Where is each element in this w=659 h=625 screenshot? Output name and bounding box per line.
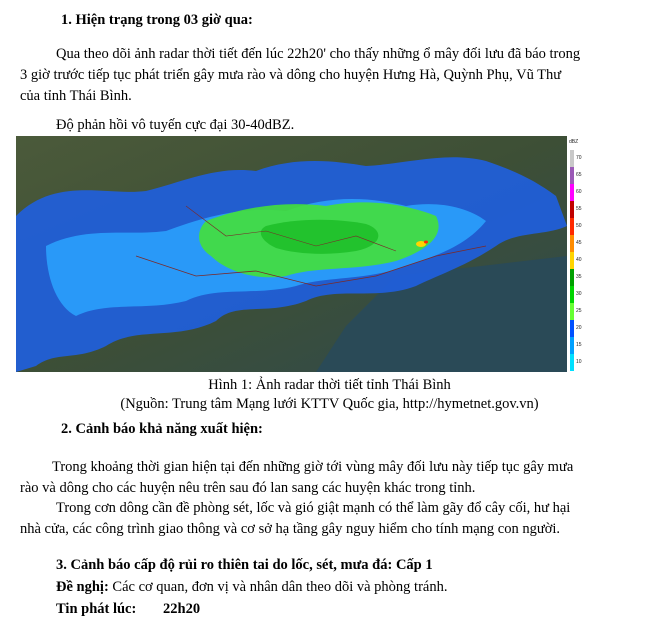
legend-swatch bbox=[570, 218, 574, 235]
section2-para1-line-1: Trong khoảng thời gian hiện tại đến những giờ tới vùng mây đối lưu này tiếp tục gây mưa bbox=[52, 459, 574, 475]
section2-heading: 2. Cảnh báo khả năng xuất hiện: bbox=[61, 421, 263, 437]
section2-para2-line-2: nhà cửa, các công trình giao thông và cơ sở hạ tầng gây nguy hiểm cho tính mạng con người. bbox=[20, 521, 561, 537]
radar-echo-red bbox=[424, 241, 428, 244]
legend-label: 20 bbox=[576, 325, 582, 331]
radar-map bbox=[16, 136, 567, 372]
recommendation-line bbox=[56, 579, 447, 596]
legend-swatch bbox=[570, 269, 574, 286]
section2-para1-line-2: rào và dông cho các huyện nêu trên sau đó lan sang các huyện khác trong tỉnh. bbox=[20, 480, 476, 496]
legend-swatch bbox=[570, 320, 574, 337]
issued-label: Tin phát lúc: bbox=[56, 601, 137, 617]
section1-para-line-3: của tỉnh Thái Bình. bbox=[20, 88, 132, 104]
legend-swatch bbox=[570, 303, 574, 320]
legend-swatch bbox=[570, 286, 574, 303]
legend-label: 60 bbox=[576, 189, 582, 195]
section1-heading: 1. Hiện trạng trong 03 giờ qua: bbox=[61, 12, 253, 28]
legend-label: 70 bbox=[576, 155, 582, 161]
section3-heading: 3. Cảnh báo cấp độ rủi ro thiên tai do lốc, sét, mưa đá: Cấp 1 bbox=[56, 557, 433, 573]
legend-label: 15 bbox=[576, 342, 582, 348]
recommend-label: Đề nghị: bbox=[56, 579, 109, 595]
radar-legend bbox=[567, 136, 589, 372]
legend-swatch bbox=[570, 235, 574, 252]
legend-title: dBZ bbox=[569, 139, 579, 145]
legend-swatch bbox=[570, 354, 574, 371]
legend-label: 65 bbox=[576, 172, 582, 178]
section2-para2-line-1: Trong cơn dông cần đề phòng sét, lốc và gió giật mạnh có thể làm gãy đổ cây cối, hư hại bbox=[56, 500, 571, 516]
legend-swatch bbox=[570, 167, 574, 184]
figure-caption: Hình 1: Ảnh radar thời tiết tỉnh Thái Bình bbox=[208, 377, 451, 393]
recommend-text: Các cơ quan, đơn vị và nhân dân theo dõi và phòng tránh. bbox=[108, 579, 448, 595]
legend-swatch bbox=[570, 337, 574, 354]
legend-swatch bbox=[570, 252, 574, 269]
reflectivity-text: Độ phản hồi vô tuyến cực đại 30-40dBZ. bbox=[56, 117, 295, 133]
legend-swatch bbox=[570, 184, 574, 201]
legend-label: 50 bbox=[576, 223, 582, 229]
legend-swatch bbox=[570, 150, 574, 167]
radar-image bbox=[16, 136, 589, 372]
legend-label: 10 bbox=[576, 359, 582, 365]
legend-label: 45 bbox=[576, 240, 582, 246]
legend-label: 30 bbox=[576, 291, 582, 297]
issued-time: 22h20 bbox=[163, 601, 201, 617]
figure-source: (Nguồn: Trung tâm Mạng lưới KTTV Quốc gia, http://hymetnet.gov.vn) bbox=[120, 396, 539, 412]
legend-label: 25 bbox=[576, 308, 582, 314]
legend-label: 55 bbox=[576, 206, 582, 212]
legend-label: 35 bbox=[576, 274, 582, 280]
section1-para-line-1: Qua theo dõi ảnh radar thời tiết đến lúc 22h20' cho thấy những ổ mây đối lưu đã báo trong bbox=[56, 46, 581, 62]
section1-para-line-2: 3 giờ trước tiếp tục phát triển gây mưa rào và dông cho huyện Hưng Hà, Quỳnh Phụ, Vũ Thư bbox=[20, 67, 562, 83]
legend-swatch bbox=[570, 201, 574, 218]
legend-label: 40 bbox=[576, 257, 582, 263]
